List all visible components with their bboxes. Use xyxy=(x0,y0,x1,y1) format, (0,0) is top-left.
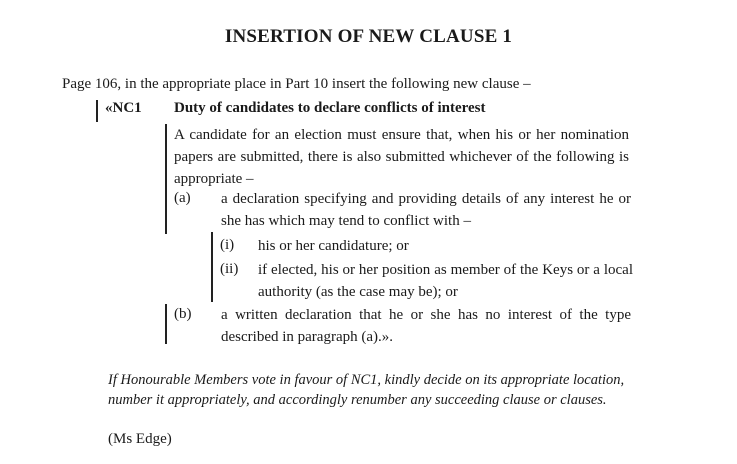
clause-lead-text: A candidate for an election must ensure that, when his or her nomination papers are submitted, there is also submitted whichever of the following is appropriate – xyxy=(174,127,629,187)
note-line-2: number it appropriately, and accordingly renumber any succeeding clause or clauses. xyxy=(108,392,607,408)
item-i-label: (i) xyxy=(220,237,235,253)
clause-heading: Duty of candidates to declare conflicts of interest xyxy=(174,100,486,116)
note-line-1: If Honourable Members vote in favour of NC1, kindly decide on its appropriate location, xyxy=(108,372,625,388)
clause-number: «NC1 xyxy=(105,100,142,116)
para-a-text: a declaration specifying and providing details of any interest he or she has which may tend to conflict with – xyxy=(221,191,631,229)
item-ii-label: (ii) xyxy=(220,261,239,277)
change-bar-lead xyxy=(165,124,167,234)
para-b-text: a written declaration that he or she has no interest of the type described in paragraph (a).». xyxy=(221,307,631,345)
para-a-label: (a) xyxy=(174,190,191,206)
change-bar-clause xyxy=(96,100,98,122)
item-ii-text: if elected, his or her position as member of the Keys or a local authority (as the case may be); or xyxy=(258,262,633,300)
para-b-label: (b) xyxy=(174,306,192,322)
page-title: INSERTION OF NEW CLAUSE 1 xyxy=(224,26,513,47)
member-signature: (Ms Edge) xyxy=(108,431,172,447)
intro-instruction: Page 106, in the appropriate place in Part 10 insert the following new clause – xyxy=(62,76,531,92)
item-i-text: his or her candidature; or xyxy=(258,238,409,254)
change-bar-items xyxy=(211,232,213,302)
change-bar-para-b xyxy=(165,304,167,344)
